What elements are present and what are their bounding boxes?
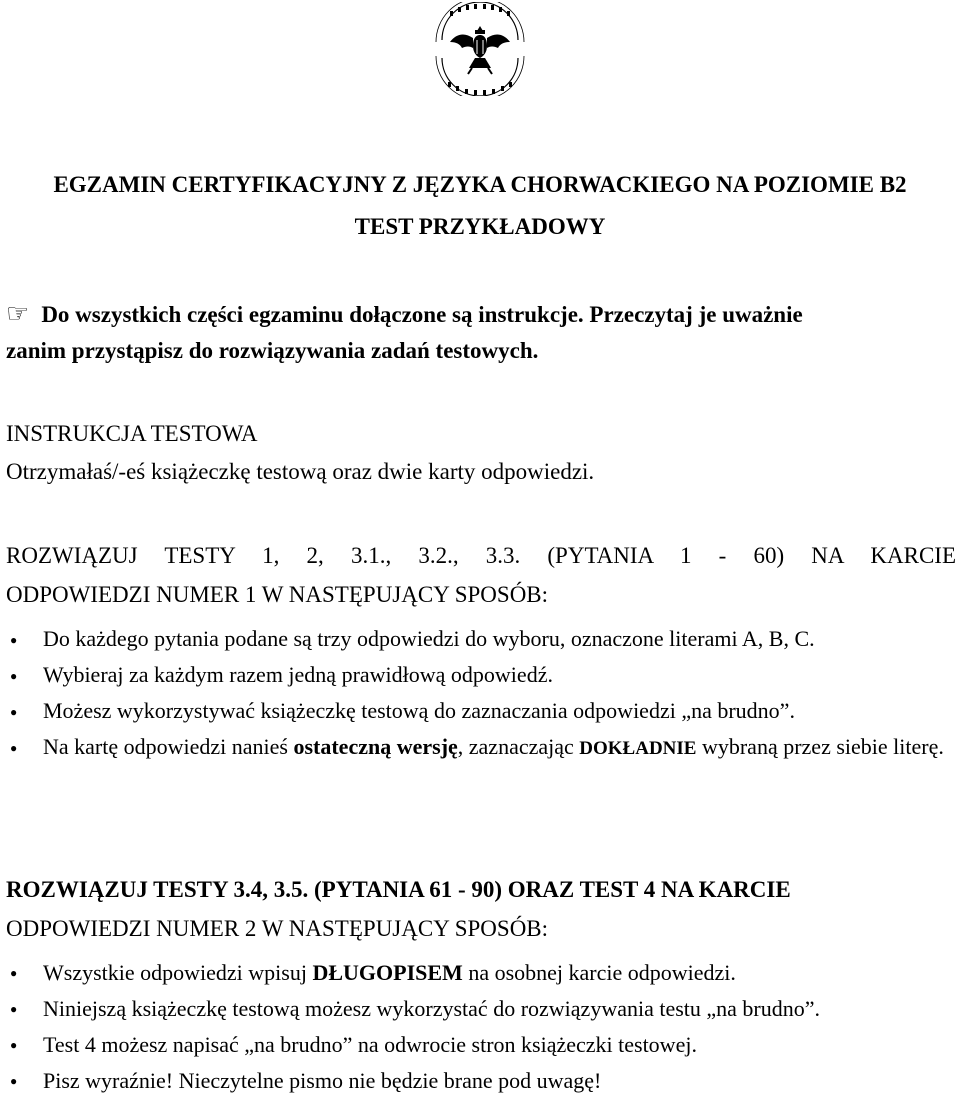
instruction-text: Otrzymałaś/-eś książeczkę testową oraz dwie karty odpowiedzi.	[6, 459, 595, 484]
list-item-text: Możesz wykorzystywać książeczkę testową do zaznaczania odpowiedzi „na brudno”.	[43, 698, 795, 723]
bold-text: ostateczną wersję	[293, 734, 458, 759]
list-item-text: Wszystkie odpowiedzi wpisuj	[43, 960, 313, 985]
list-item	[6, 693, 956, 729]
exam-title: EGZAMIN CERTYFIKACYJNY Z JĘZYKA CHORWACKIEGO NA POZIOMIE B2	[53, 172, 907, 197]
list-item-text: Niniejszą książeczkę testową możesz wykorzystać do rozwiązywania testu „na brudno”.	[43, 996, 821, 1021]
list-item	[6, 991, 956, 1027]
section-2-heading-line-2: ODPOWIEDZI NUMER 2 W NASTĘPUJĄCY SPOSÓB:	[6, 916, 549, 941]
instruction-heading: INSTRUKCJA TESTOWA	[6, 421, 258, 446]
list-item	[6, 1063, 956, 1099]
list-item-text: , zaznaczając	[457, 734, 580, 759]
list-item	[6, 729, 956, 767]
list-item-text: Do każdego pytania podane są trzy odpowiedzi do wyboru, oznaczone literami A, B, C.	[43, 626, 815, 651]
section-2-instructions-list	[6, 955, 956, 1099]
list-item-text: wybraną przez siebie literę.	[696, 734, 944, 759]
list-item-text: Pisz wyraźnie! Nieczytelne pismo nie będzie brane pod uwagę!	[43, 1068, 602, 1093]
section-1-instructions-list	[6, 621, 956, 767]
section-2-heading-line-1: ROZWIĄZUJ TESTY 3.4, 3.5. (PYTANIA 61 - 90) ORAZ TEST 4 NA KARCIE	[6, 877, 791, 902]
list-item-text: Na kartę odpowiedzi nanieś	[43, 734, 294, 759]
list-item	[6, 621, 956, 657]
instructions-note	[6, 296, 956, 369]
list-item	[6, 955, 956, 991]
pointing-hand-icon: ☞	[6, 299, 30, 328]
list-item-text: Wybieraj za każdym razem jedną prawidłową odpowiedź.	[43, 662, 553, 687]
exam-subtitle: TEST PRZYKŁADOWY	[354, 214, 606, 239]
section-1-heading-line-2: ODPOWIEDZI NUMER 1 W NASTĘPUJĄCY SPOSÓB:	[6, 582, 549, 607]
list-item-text: Test 4 możesz napisać „na brudno” na odwrocie stron książeczki testowej.	[43, 1032, 697, 1057]
section-1-heading-line-1: ROZWIĄZUJ TESTY 1, 2, 3.1., 3.2., 3.3. (PYTANIA 1 - 60) NA KARCIE	[6, 543, 956, 568]
bold-text: DOKŁADNIE	[579, 738, 697, 759]
university-seal-logo	[428, 2, 532, 96]
list-item	[6, 657, 956, 693]
bold-text: DŁUGOPISEM	[312, 960, 463, 985]
note-line-1: Do wszystkich części egzaminu dołączone są instrukcje. Przeczytaj je uważnie	[41, 302, 803, 327]
note-line-2: zanim przystąpisz do rozwiązywania zadań testowych.	[6, 338, 539, 363]
list-item-text: na osobnej karcie odpowiedzi.	[462, 960, 736, 985]
list-item	[6, 1027, 956, 1063]
